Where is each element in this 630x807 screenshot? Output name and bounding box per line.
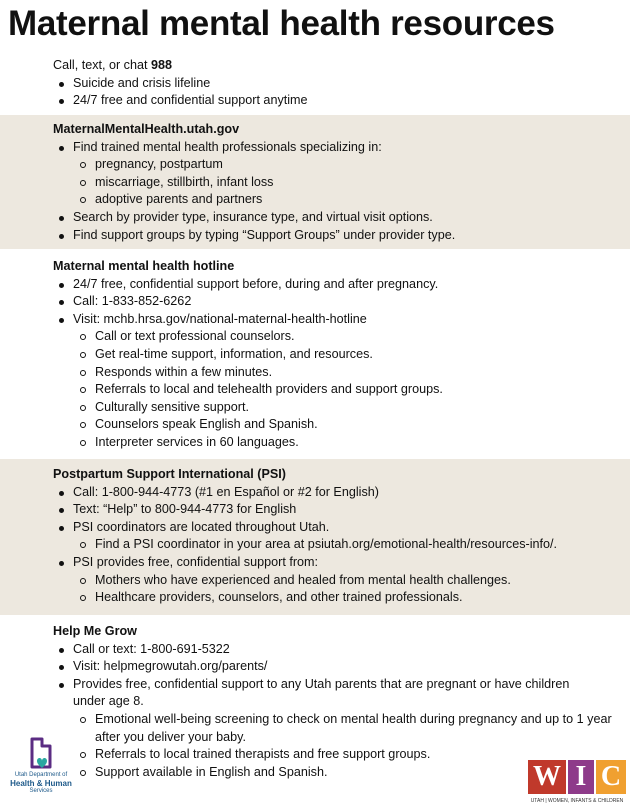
list-item: adoptive parents and partners <box>53 191 618 209</box>
list-item: Culturally sensitive support. <box>53 399 618 417</box>
list-item: Text: “Help” to 800-944-4773 for English <box>53 501 618 519</box>
section-heading: Maternal mental health hotline <box>53 259 235 273</box>
list-item: pregnancy, postpartum <box>53 156 618 174</box>
list-item: Support available in English and Spanish. <box>53 764 593 782</box>
list-item: PSI coordinators are located throughout Utah. Find a PSI coordinator in your area at psiutah.org/emotional-health/resources-info/. <box>53 519 618 554</box>
list-item: Get real-time support, information, and resources. <box>53 346 618 364</box>
list-item: Referrals to local trained therapists and free support groups. <box>53 746 593 764</box>
list-item: Find support groups by typing “Support Groups” under provider type. <box>53 227 618 245</box>
list-item: Counselors speak English and Spanish. <box>53 416 618 434</box>
wic-letter-w: W <box>528 760 566 794</box>
list-item: Referrals to local and telehealth providers and support groups. <box>53 381 618 399</box>
wic-letter-c: C <box>596 760 626 794</box>
list-item: Call: 1-800-944-4773 (#1 en Español or #2 for English) <box>53 484 618 502</box>
list-item: miscarriage, stillbirth, infant loss <box>53 174 618 192</box>
list-item: Call or text professional counselors. <box>53 328 618 346</box>
list-item: Visit: mchb.hrsa.gov/national-maternal-health-hotline Call or text professional counselors. Get real-time support, information, and resources. Responds within a few minutes. Referrals to local and telehealth providers and support groups. Culturally sensitive support. Counselors speak English and Spanish. Interpreter services in 60 languages. <box>53 311 618 452</box>
list-item: Responds within a few minutes. <box>53 364 618 382</box>
wic-letter-i: I <box>568 760 594 794</box>
list-item: Call or text: 1-800-691-5322 <box>53 641 618 659</box>
section-maternal-hotline <box>0 258 630 458</box>
list-item: Search by provider type, insurance type, and virtual visit options. <box>53 209 618 227</box>
section-heading: Help Me Grow <box>53 624 137 638</box>
page-title: Maternal mental health resources <box>8 4 555 43</box>
list-item: 24/7 free, confidential support before, during and after pregnancy. <box>53 276 618 294</box>
list-item: Suicide and crisis lifeline <box>53 75 618 93</box>
list-item: Call: 1-833-852-6262 <box>53 293 618 311</box>
list-item: 24/7 free and confidential support anytime <box>53 92 618 110</box>
list-item: Provides free, confidential support to any Utah parents that are pregnant or have children under age 8. Emotional well-being screening to check on mental health during pregnancy and up to 1 year after you deliver your baby. Referrals to local trained therapists and free support groups. Support available in English and Spanish. <box>53 676 593 782</box>
section-988-intro: Call, text, or chat 988 <box>53 58 173 72</box>
section-988 <box>0 57 630 112</box>
list-item: Emotional well-being screening to check on mental health during pregnancy and up to 1 year after you deliver your baby. <box>53 711 615 746</box>
utah-wic-logo <box>528 760 626 806</box>
utah-logo-line3: Services <box>29 788 53 794</box>
section-maternal-mental-health-utah <box>0 115 630 249</box>
list-item: PSI provides free, confidential support from: Mothers who have experienced and healed from mental health challenges. Healthcare providers, counselors, and other trained professionals. <box>53 554 618 607</box>
section-heading: MaternalMentalHealth.utah.gov <box>53 122 240 136</box>
list-item: Healthcare providers, counselors, and other trained professionals. <box>53 589 618 607</box>
utah-state-icon <box>6 736 76 772</box>
utah-logo-line1: Utah Department of <box>14 772 68 778</box>
wic-subtitle: UTAH | WOMEN, INFANTS & CHILDREN <box>530 798 624 804</box>
section-heading: Postpartum Support International (PSI) <box>53 467 286 481</box>
section-psi <box>0 459 630 615</box>
list-item: Interpreter services in 60 languages. <box>53 434 618 452</box>
list-item: Find a PSI coordinator in your area at psiutah.org/emotional-health/resources-info/. <box>53 536 618 554</box>
utah-logo-line2: Health & Human <box>10 779 72 788</box>
list-item: Visit: helpmegrowutah.org/parents/ <box>53 658 618 676</box>
utah-dhhs-logo <box>6 736 76 804</box>
list-item: Find trained mental health professionals specializing in: pregnancy, postpartum miscarriage, stillbirth, infant loss adoptive parents and partners <box>53 139 618 209</box>
list-item: Mothers who have experienced and healed from mental health challenges. <box>53 572 618 590</box>
